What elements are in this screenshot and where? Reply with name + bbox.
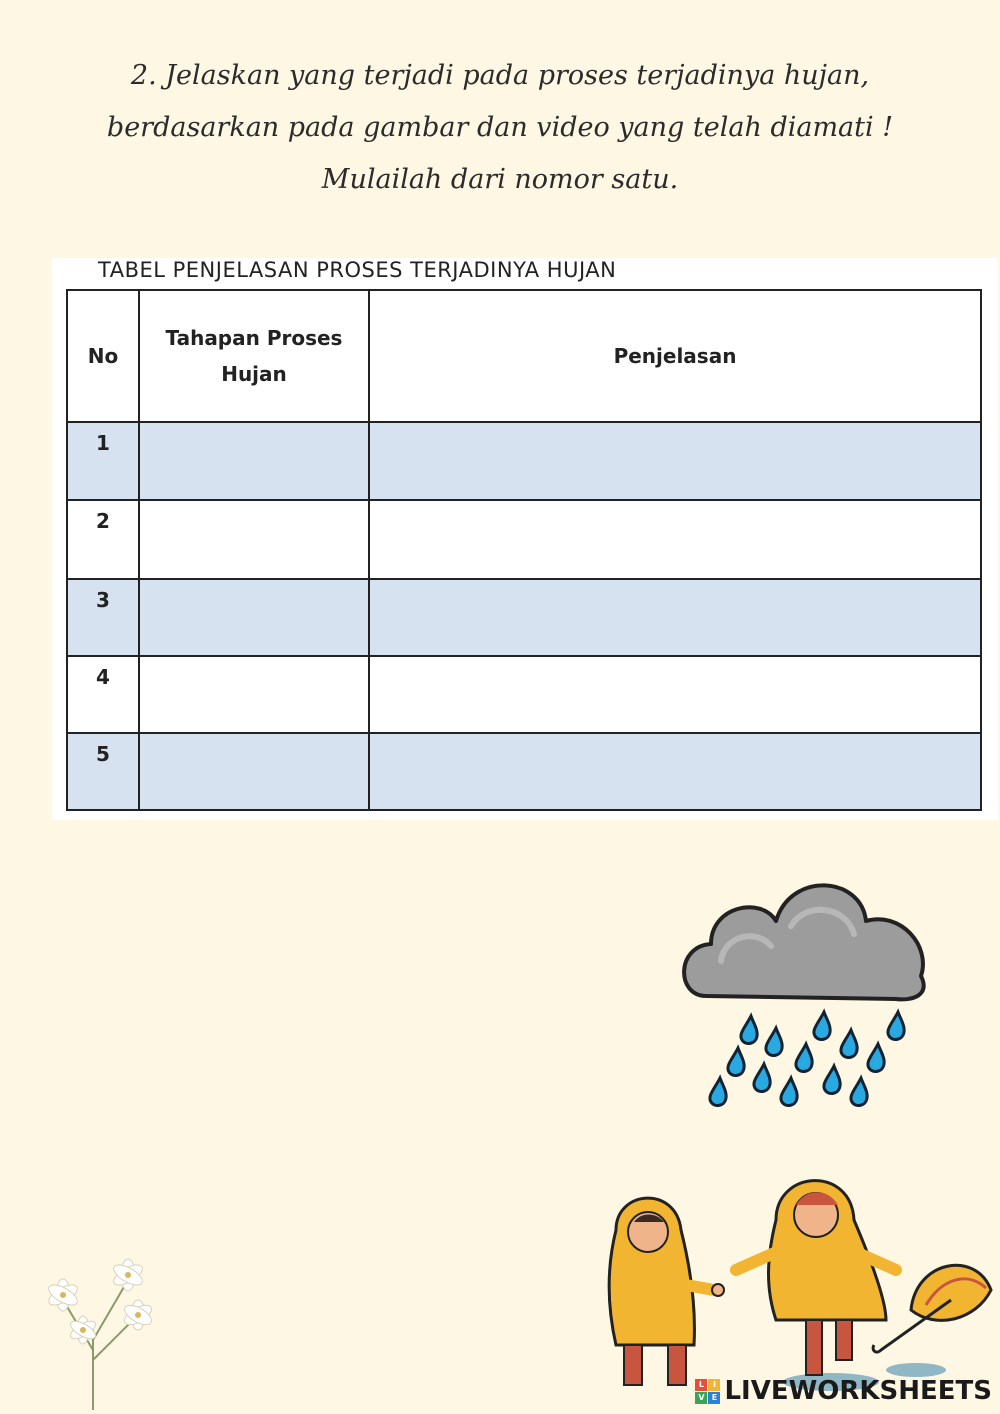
row-number: 1 [67, 422, 139, 500]
stage-answer-cell[interactable] [139, 500, 369, 579]
row-number: 4 [67, 656, 139, 733]
explanation-answer-cell[interactable] [369, 656, 981, 733]
stage-answer-cell[interactable] [139, 579, 369, 656]
umbrella-icon [873, 1265, 991, 1352]
kids-in-raincoats-illustration [596, 1160, 996, 1395]
brand-name: LIVEWORKSHEETS [724, 1376, 992, 1406]
table-row [67, 656, 981, 733]
table-row [67, 579, 981, 656]
row-number: 2 [67, 500, 139, 579]
header-explanation: Penjelasan [369, 290, 981, 422]
explanation-answer-cell[interactable] [369, 733, 981, 810]
rain-cloud-icon [676, 866, 936, 1116]
liveworksheets-logo-icon: L I V E [695, 1379, 720, 1404]
table-row [67, 733, 981, 810]
row-number: 5 [67, 733, 139, 810]
liveworksheets-brand [695, 1376, 992, 1406]
table-title: TABEL PENJELASAN PROSES TERJADINYA HUJAN [98, 258, 617, 282]
table-row [67, 422, 981, 500]
table-header-row [67, 290, 981, 422]
row-number: 3 [67, 579, 139, 656]
explanation-answer-cell[interactable] [369, 422, 981, 500]
raindrop-icon [710, 1012, 904, 1105]
instruction-line-3: Mulailah dari nomor satu. [321, 164, 679, 195]
table-row [67, 500, 981, 579]
header-no: No [67, 290, 139, 422]
instruction-line-2: berdasarkan pada gambar dan video yang telah diamati ! [106, 112, 894, 143]
explanation-answer-cell[interactable] [369, 579, 981, 656]
rain-process-table-panel [52, 258, 998, 820]
rain-process-table [66, 289, 982, 811]
explanation-answer-cell[interactable] [369, 500, 981, 579]
stage-answer-cell[interactable] [139, 422, 369, 500]
stage-answer-cell[interactable] [139, 656, 369, 733]
instruction-text [40, 50, 960, 206]
white-flowers-illustration [28, 1240, 178, 1410]
stage-answer-cell[interactable] [139, 733, 369, 810]
instruction-line-1: 2. Jelaskan yang terjadi pada proses terjadinya hujan, [130, 60, 870, 91]
header-stage: Tahapan Proses Hujan [139, 290, 369, 422]
